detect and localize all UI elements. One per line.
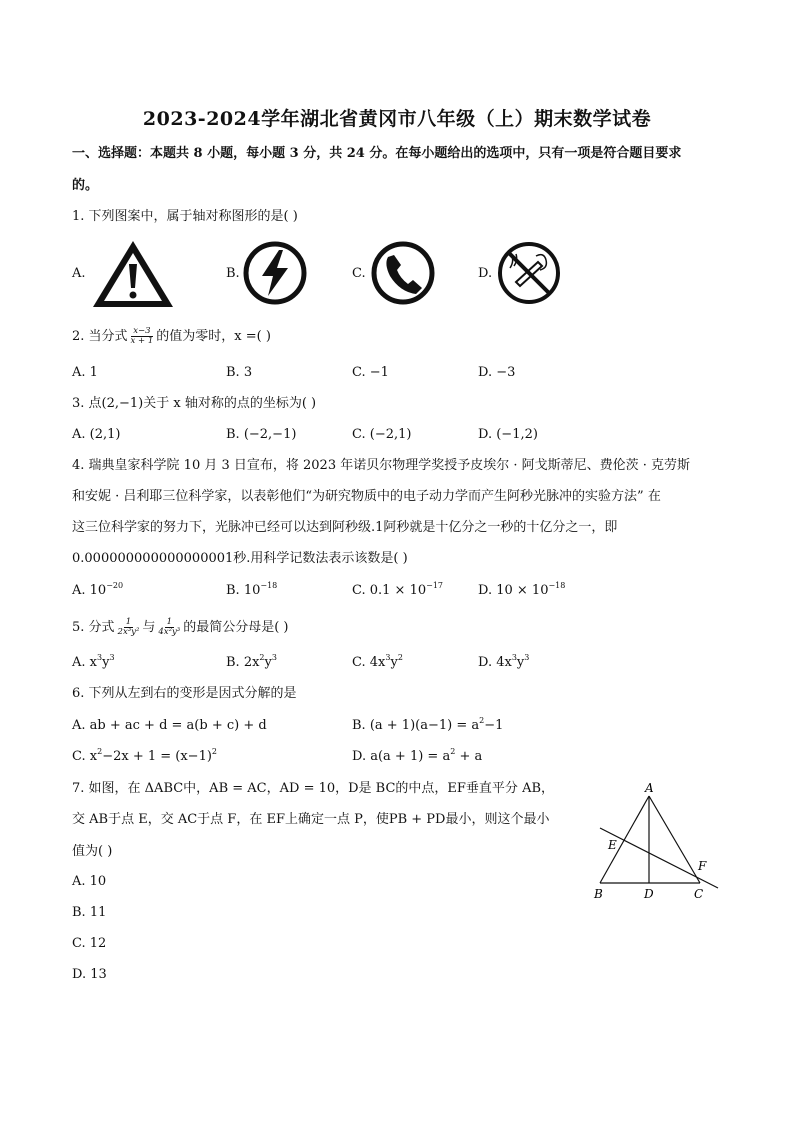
label-c: C — [694, 887, 704, 901]
q4-option-a-base: A. 10 — [72, 583, 107, 598]
q6-option-a: A. ab + ac + d = a(b + c) + d — [72, 718, 267, 733]
q2-suffix: 的值为零时，x =( ) — [156, 329, 271, 344]
q5-fraction-2 — [156, 618, 182, 637]
q2-frac-numerator: x−3 — [133, 326, 151, 336]
q1-option-a-label: A. — [72, 266, 86, 281]
telephone-handset-icon — [370, 240, 436, 306]
line-ef — [600, 828, 718, 888]
q5-b-mid: y — [264, 655, 272, 670]
q3-option-a: A. (2,1) — [72, 427, 121, 442]
question-4-line3: 这三位科学家的努力下，光脉冲已经可以达到阿秒级.1阿秒就是十亿分之一秒的十亿分之一，即 — [72, 520, 618, 535]
q5-b-pre: B. 2x — [226, 655, 260, 670]
q5-b-exp1: 2 — [259, 653, 265, 662]
q2-option-d: D. −3 — [478, 365, 516, 380]
section-heading-line1: 一、选择题：本题共 8 小题，每小题 3 分，共 24 分。在每小题给出的选项中，只有一项是符合题目要求 — [72, 146, 682, 161]
question-3-stem: 3. 点(2,−1)关于 x 轴对称的点的坐标为( ) — [72, 396, 317, 411]
q5-option-c — [352, 654, 403, 672]
q2-option-a: A. 1 — [72, 365, 98, 380]
q5-c-exp1: 3 — [385, 653, 391, 662]
q5-frac1-numerator: 1 — [125, 617, 132, 627]
q5-frac2-denominator: 4x²y³ — [158, 627, 181, 637]
q5-a-mid: y — [102, 655, 110, 670]
q3-option-b: B. (−2,−1) — [226, 427, 297, 442]
warning-triangle-icon — [90, 238, 176, 310]
label-f: F — [698, 859, 707, 873]
q6-c-exp2: 2 — [211, 747, 218, 756]
lightning-bolt-icon — [242, 240, 308, 306]
q2-frac-denominator: x + 1 — [130, 336, 154, 346]
q2-option-c: C. −1 — [352, 365, 389, 380]
q4-option-a-exp: −20 — [106, 581, 124, 590]
q6-b-pre: B. (a + 1)(a−1) = a — [352, 718, 480, 733]
q4-option-b — [226, 582, 277, 600]
no-smoking-icon — [496, 240, 562, 306]
q7-option-d: D. 13 — [72, 967, 107, 982]
q5-suffix: 的最简公分母是( ) — [183, 620, 289, 635]
page-title: 2023-2024学年湖北省黄冈市八年级（上）期末数学试卷 — [142, 108, 652, 130]
question-7-line2: 交 AB于点 E，交 AC于点 F，在 EF上确定一点 P，使PB + PD最小，则这个最小 — [72, 812, 550, 827]
q6-option-b — [352, 717, 503, 735]
q4-option-b-base: B. 10 — [226, 583, 261, 598]
q7-option-b: B. 11 — [72, 905, 107, 920]
q2-fraction — [129, 327, 156, 346]
q5-c-exp2: 2 — [397, 653, 403, 662]
q4-option-a — [72, 582, 123, 600]
question-4-line4: 0.000000000000000001秒.用科学记数法表示该数是( ) — [72, 551, 408, 566]
q4-option-b-exp: −18 — [260, 581, 278, 590]
q5-option-d — [478, 654, 529, 672]
q5-d-exp1: 3 — [511, 653, 517, 662]
q5-d-exp2: 3 — [524, 653, 530, 662]
q1-option-d-label: D. — [478, 266, 493, 281]
label-a: A — [645, 781, 654, 795]
q6-b-exp: 2 — [479, 716, 485, 725]
q6-c-exp: 2 — [97, 747, 103, 756]
question-4-line2: 和安妮 · 吕利耶三位科学家，以表彰他们“为研究物质中的电子动力学而产生阿秒光脉冲的实验方法” 在 — [72, 489, 661, 504]
q5-c-mid: y — [390, 655, 398, 670]
q5-option-a — [72, 654, 115, 672]
q3-option-c: C. (−2,1) — [352, 427, 412, 442]
q6-d-post: + a — [455, 749, 483, 764]
q2-prefix: 2. 当分式 — [72, 329, 128, 344]
q4-option-d — [478, 582, 565, 600]
q5-a-exp2: 3 — [109, 653, 115, 662]
q5-b-exp2: 3 — [271, 653, 277, 662]
q4-option-c-exp: −17 — [426, 581, 444, 590]
q5-mid: 与 — [142, 620, 156, 635]
question-7-line1: 7. 如图，在 ΔABC中，AB = AC，AD = 10，D是 BC的中点，EF垂直平分 AB， — [72, 781, 555, 796]
q5-a-exp1: 3 — [96, 653, 103, 662]
question-1-stem: 1. 下列图案中，属于轴对称图形的是( ) — [72, 209, 298, 224]
q3-option-d: D. (−1,2) — [478, 427, 538, 442]
section-heading-line2: 的。 — [72, 178, 99, 193]
label-e: E — [608, 838, 617, 852]
section-heading — [72, 145, 722, 163]
q4-option-c — [352, 582, 443, 600]
q5-d-mid: y — [516, 655, 525, 670]
q4-option-d-exp: −18 — [548, 581, 566, 590]
question-4-line1: 4. 瑞典皇家科学院 10 月 3 日宣布，将 2023 年诺贝尔物理学奖授予皮埃尔 · 阿戈斯蒂尼、费伦茨 · 克劳斯 — [72, 458, 691, 473]
q4-option-d-base: D. 10 × 10 — [478, 583, 549, 598]
question-6-stem: 6. 下列从左到右的变形是因式分解的是 — [72, 686, 297, 701]
q5-fraction-1 — [116, 618, 142, 637]
q2-option-b: B. 3 — [226, 365, 253, 380]
q5-frac1-denominator: 2x³y² — [117, 627, 140, 637]
q5-c-pre: C. 4x — [352, 655, 386, 670]
question-7-line3: 值为( ) — [72, 844, 113, 859]
label-b: B — [594, 887, 603, 901]
question-2-stem — [72, 327, 271, 346]
q6-d-exp: 2 — [450, 747, 456, 756]
q6-c-mid: −2x + 1 = (x−1) — [102, 749, 212, 764]
question-5-stem — [72, 618, 289, 637]
q5-d-pre: D. 4x — [478, 655, 512, 670]
label-d: D — [644, 887, 654, 901]
q4-option-c-base: C. 0.1 × 10 — [352, 583, 427, 598]
q5-a-pre: A. x — [72, 655, 97, 670]
q6-c-pre: C. x — [72, 749, 98, 764]
q1-option-c-label: C. — [352, 266, 366, 281]
segment-ac — [649, 796, 700, 883]
q6-option-d — [352, 748, 482, 766]
q6-b-post: −1 — [484, 718, 504, 733]
q7-option-a: A. 10 — [72, 874, 107, 889]
q1-option-b-label: B. — [226, 266, 240, 281]
q6-d-pre: D. a(a + 1) = a — [352, 749, 451, 764]
q5-frac2-numerator: 1 — [166, 617, 173, 627]
q7-option-c: C. 12 — [72, 936, 107, 951]
q6-option-c — [72, 748, 217, 766]
triangle-figure — [588, 778, 728, 904]
q5-option-b — [226, 654, 277, 672]
q5-prefix: 5. 分式 — [72, 620, 115, 635]
